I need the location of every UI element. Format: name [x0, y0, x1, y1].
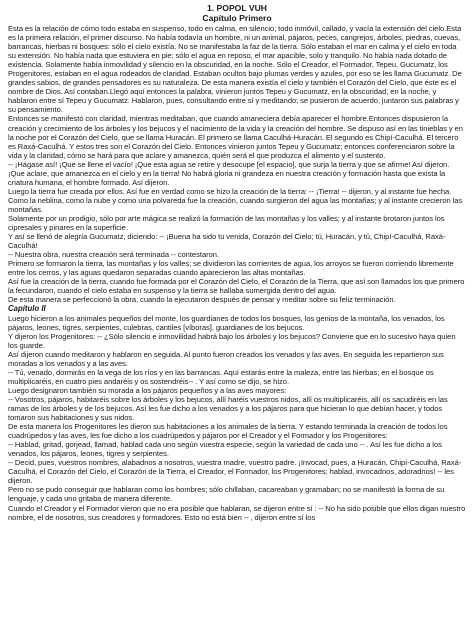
chapter-one-heading: Capítulo Primero [202, 13, 272, 23]
paragraph: Primero se formaron la tierra, las montañas y los valles; se dividieron las corrientes de agua, los arroyos se fueron corriendo libremente entre los cerros, y las aguas quedaron separadas cuando aparecieron las altas montañas. [8, 259, 454, 278]
paragraph: Solamente por un prodigio, sólo por arte mágica se realizó la formación de las montañas y los valles; y al instante brotaron juntos los cipresales y pinares en la superficie. [8, 213, 445, 233]
paragraph: -- ¡Hágase así! ¡Que se llene el vacío! ¡Que esta agua se retire y desocupe [el espacio], que surja la tierra y que se afirme! Así dijeron. ¡Que aclare, que amanezca en el cielo y en la tierra! No habrá gloria ni grandeza en nuestra creación y formación hasta que exista la criatura humana, el hombre formado. Así dijeron. [8, 159, 450, 187]
paragraph: Así dijeron cuando meditaron y hablaron en seguida. Al punto fueron creados los venados y las aves. En seguida les repartieron sus moradas a los venados y a las aves. [8, 349, 444, 368]
paragraph: Luego designaron también su morada a los pájaros pequeños y a las aves mayores: [8, 385, 287, 395]
paragraph: De esta manera se perfeccionó la obra, cuando la ejecutaron después de pensar y meditar sobre su feliz terminación. [8, 295, 396, 305]
chapter-two-heading: Capítulo II [8, 304, 46, 314]
paragraph: Y dijeron los Progenitores: -- ¿Sólo silencio e inmovilidad habrá bajo los árboles y los bejucos? Conviene que en lo sucesivo haya quien los guarde. [8, 331, 456, 350]
paragraph: Y así se llenó de alegría Gucumatz, diciendo: -- ¡Buena ha sido tu venida, Corazón del Cielo; tú, Huracán, y tú, Chipí-Caculhá, Raxá-Caculhá! [8, 232, 446, 251]
document-title: 1. POPOL VUH [206, 3, 267, 13]
paragraph: -- Decid, pues, vuestros nombres, alabadnos a nosotros, vuestra madre, vuestro padre. ¡Invocad, pues, a Huracán, Chipí-Caculhá, Raxá-Caculhá, el Corazón del Cielo, el Corazón de la Tierra, el Creador, el Formador, los Progenitores; hablad, invocadnos, adoradnos! -- les dijeron. [8, 458, 462, 486]
paragraph: Entonces se manifestó con claridad, mientras meditaban, que cuando amaneciera debía aparecer el hombre.Entonces dispusieron la creación y crecimiento de los árboles y los bejucos y el nacimiento de la vida y la creación del hombre. Se dispuso así en las tinieblas y en la noche por el Corazón del Cielo, que se llama Huracán. El primero se llama Caculhá-Huracán. El segundo es Chipí-Caculhá. El tercero es Raxá-Caculhá. Y estos tres son el Corazón del Cielo. Entonces vinieron juntos Tepeu y Gucumatz; entonces conferenciaron sobre la vida y la claridad, cómo se hará para que aclare y amanezca, quién será el que produzca el alimento y el sustento. [8, 114, 463, 160]
paragraph: Pero no se pudo conseguir que hablaran como los hombres; sólo chillaban, cacareaban y gramaban; no se manifestó la forma de su lenguaje, y cada uno gritaba de manera diferente. [8, 485, 445, 504]
paragraph: -- Hablad, gritad, gorjead, llamad, hablad cada uno según vuestra especie, según la variedad de cada uno -- . Así les fue dicho a los venados, los pájaros, leones, tigres y serpientes. [8, 440, 442, 459]
paragraph: Así fue la creación de la tierra, cuando fue formada por el Corazón del Cielo, el Corazón de la Tierra, que así son llamados los que primero la fecundaron, cuando el cielo estaba en suspenso y la tierra se hallaba sumergida dentro del agua. [8, 277, 465, 296]
paragraph: Luego hicieron a los animales pequeños del monte, los guardianes de todos los bosques, los genios de la montaña, los venados, los pájaros, leones, tigres, serpientes, culebras, cantiles [víboras], guardianes de los bejucos. [8, 313, 445, 332]
paragraph: Como la neblina, como la nube y como una polvareda fue la creación, cuando surgieron del agua las montañas; y al instante crecieron las montañas. [8, 195, 463, 214]
paragraph: Luego la tierra fue creada por ellos. Así fue en verdad como se hizo la creación de la tierra: -- ¡Tierra! -- dijeron, y al instante fue hecha. [8, 186, 452, 196]
paragraph: -- Nuestra obra, nuestra creación será terminada -- contestaron. [8, 250, 220, 260]
paragraph: De esta manera los Progenitores les dieron sus habitaciones a los animales de la tierra. Y estando terminada la creación de todos los cuadrúpedos y las aves, les fue dicho a los cuadrúpedos y pájaros por el Creador y el Formador y los Progenitores: [8, 422, 448, 441]
paragraph: -- Vosotros, pájaros, habitaréis sobre los árboles y los bejucos, allí haréis vuestros nidos, allí os multiplicaréis, allí os sacudiréis en las ramas de los árboles y de los bejucos. Así les fue dicho a los venados y a los pájaros para que hicieran lo que debían hacer, y todos tomaron sus habitaciones y sus nidos. [8, 394, 448, 423]
paragraph: Cuando el Creador y el Formador vieron que no era posible que hablaran, se dijeron entre sí : -- No ha sido posible que ellos digan nuestro nombre, el de nosotros, sus creadores y formadores. Esto no está bien -- , dijeron entre sí los [8, 503, 466, 522]
paragraph: -- Tú, venado, dormirás en la vega de los ríos y en las barrancas. Aquí estarás entre la maleza, entre las hierbas; en el bosque os multiplicaréis, en cuatro pies andaréis y os sostendréis-- . Y así como se dijo, se hizo. [8, 367, 434, 386]
paragraph: Esta es la relación de cómo todo estaba en suspenso, todo en calma, en silencio; todo inmóvil, callado, y vacía la extensión del cielo.Esta es la primera relación, el primer discurso. No había todavía un hombre, ni un animal, pájaros, peces, cangrejos, árboles, piedras, cuevas, barrancas, hierbas ni bosques: sólo el cielo existía. No se manifestaba la faz de la tierra. Sólo estaban el mar en calma y el cielo en toda su extensión. No había nada que estuviera en pie; sólo el agua en reposo, el mar apacible, solo y tranquilo. No había nada dotado de existencia. Solamente había inmovilidad y silencio en la obscuridad, en la noche. Sólo el Creador, el Formador, Tepeu, Gucumatz, los Progenitores, estaban en el agua rodeados de claridad. Estaban ocultos bajo plumas verdes y azules, por eso se les llama Gucumatz. De grandes sabios, de grandes pensadores es su naturaleza. De esta manera existía el cielo y también el Corazón del Cielo, que éste es el nombre de Dios. Así contaban.Llegó aquí entonces la palabra, vinieron juntos Tepeu y Gucumatz, en la obscuridad, en la noche, y hablaron entre sí Tepeu y Gucumatz. Hablaron, pues, consultando entre sí y meditando; se pusieron de acuerdo, juntaron sus palabras y su pensamiento. [8, 24, 462, 115]
